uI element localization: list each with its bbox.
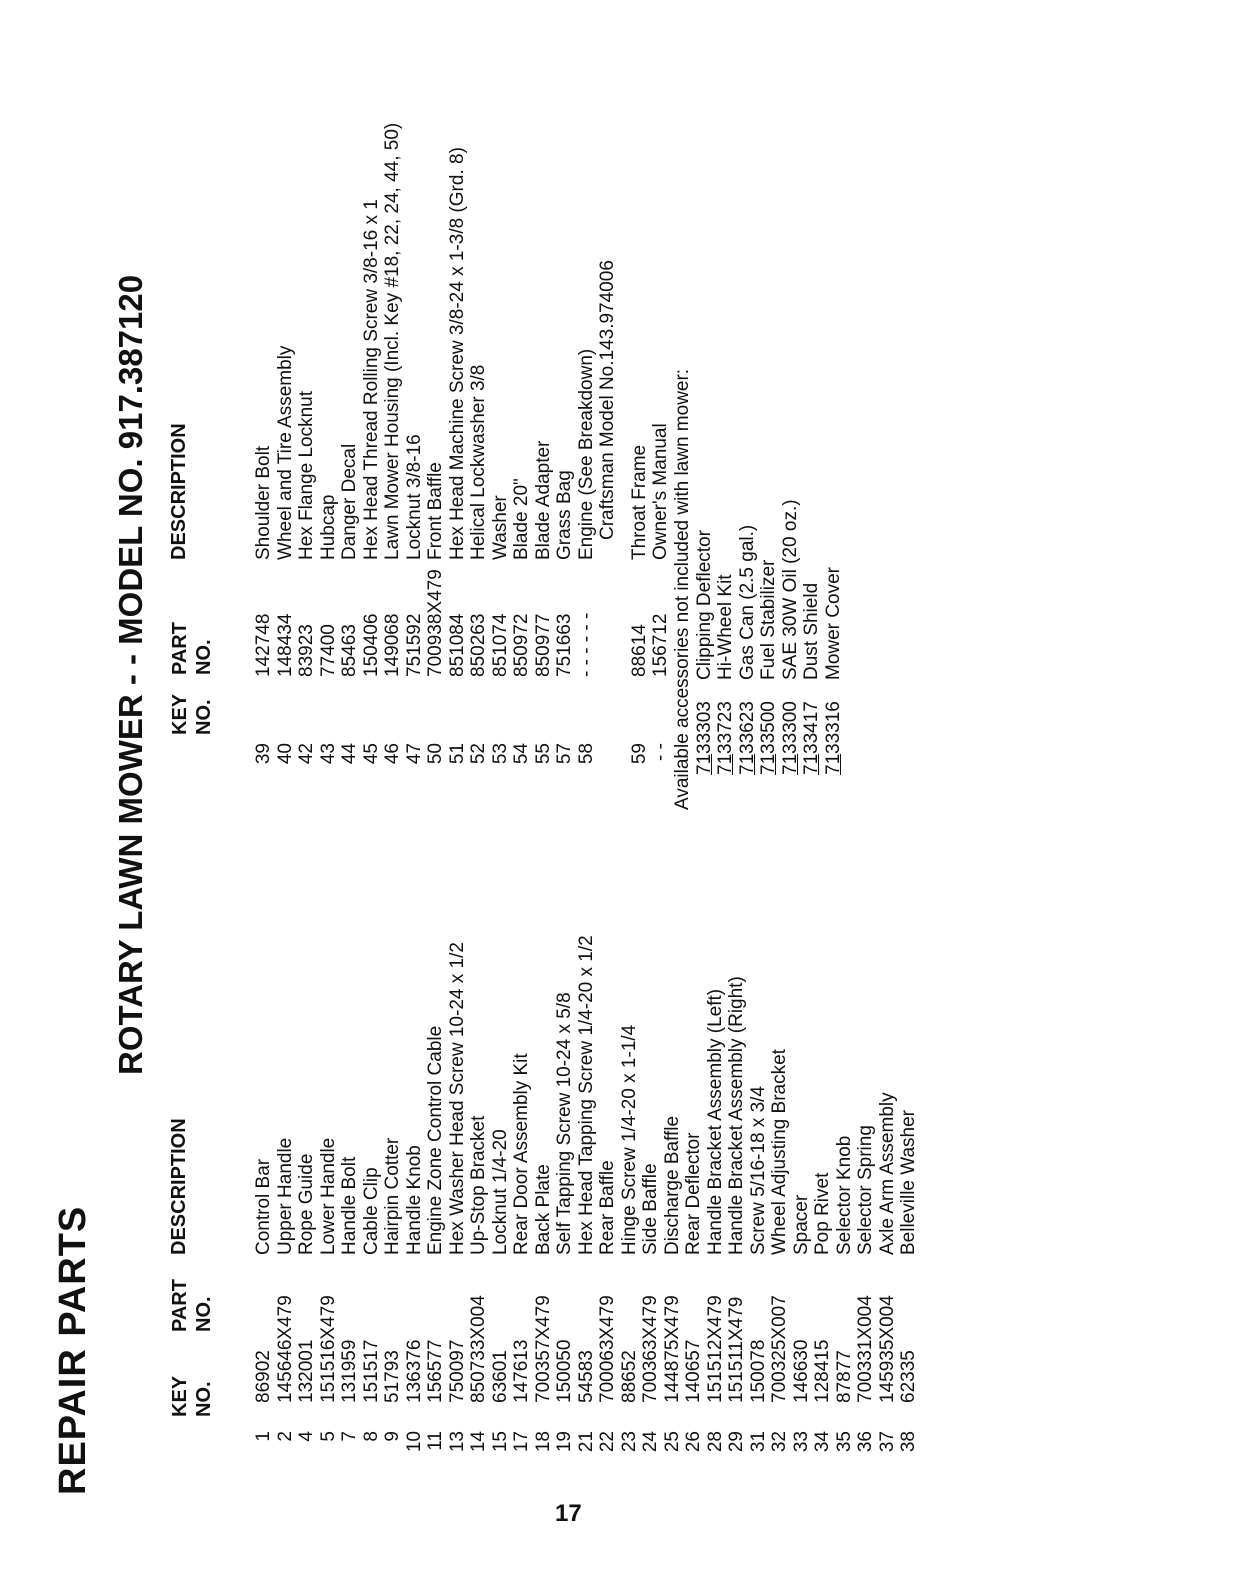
key-number: 36: [855, 1431, 876, 1453]
accessory-description: Hi-Wheel Kit: [715, 574, 736, 680]
accessory-description: Fuel Stabilizer: [758, 559, 779, 680]
accessory-description: Clipping Deflector: [693, 530, 715, 680]
key-number: 8: [360, 1431, 382, 1442]
part-number: 150050: [554, 1339, 575, 1403]
part-description: Screw 5/16-18 x 3/4: [747, 1086, 769, 1255]
accessories-list: [694, 369, 845, 810]
right-description-header: DESCRIPTION: [168, 423, 190, 560]
part-description: Blade Adapter: [532, 440, 554, 560]
accessory-part-number: 33623: [736, 701, 758, 754]
part-number: 700938X479: [425, 569, 446, 677]
part-description: Hairpin Cotter: [382, 1137, 403, 1255]
part-number: 85463: [339, 624, 360, 677]
part-description: Side Baffle: [640, 1163, 661, 1255]
part-number: 700325X007: [769, 1295, 790, 1403]
key-number: 52: [468, 743, 489, 765]
part-number: 88652: [618, 1350, 640, 1403]
key-number: 14: [468, 1431, 489, 1453]
key-number: 42: [296, 743, 317, 765]
part-number: 144875X479: [661, 1295, 683, 1403]
part-description: Control Bar: [253, 1158, 274, 1255]
part-description: Engine (See Breakdown): [575, 348, 597, 560]
part-description: Selector Spring: [855, 1125, 876, 1255]
key-number: 54: [511, 743, 532, 765]
accessory-row: [780, 369, 802, 810]
part-number: 150406: [360, 613, 382, 677]
part-number: 88614: [628, 624, 650, 677]
part-number: 156577: [425, 1339, 446, 1403]
key-number: 26: [683, 1431, 704, 1453]
page-number: 17: [555, 1500, 582, 1527]
accessory-prefix: 71: [779, 753, 801, 775]
accessories-section: [672, 369, 844, 810]
part-description: Rear Door Assembly Kit: [511, 1053, 532, 1255]
key-number: 58: [575, 743, 597, 765]
part-description: Up-Stop Bracket: [468, 1115, 489, 1255]
part-number: 850263: [468, 613, 489, 677]
accessory-part-number: 33303: [693, 701, 715, 754]
part-number: 146630: [790, 1339, 812, 1403]
part-number: 700363X479: [640, 1295, 661, 1403]
accessory-prefix: 71: [822, 753, 844, 775]
accessory-description: Dust Shield: [801, 582, 822, 680]
part-description: Rope Guide: [296, 1153, 317, 1255]
accessory-row: [801, 369, 823, 810]
part-description: Wheel Adjusting Bracket: [769, 1049, 790, 1255]
key-number: 2: [274, 1431, 296, 1442]
part-header: PART NO.: [169, 622, 215, 675]
key-number: - -: [650, 743, 671, 761]
part-number: 751663: [554, 613, 575, 677]
part-description: Handle Bolt: [339, 1156, 360, 1255]
key-number: 25: [661, 1431, 683, 1453]
accessory-prefix: 71: [801, 753, 822, 775]
part-number: 136376: [403, 1339, 425, 1403]
key-number: 51: [446, 743, 468, 765]
key-number: 59: [628, 743, 650, 765]
key-number: 4: [296, 1431, 317, 1442]
part-number: 700357X479: [532, 1295, 554, 1403]
part-description: Lawn Mower Housing (Incl. Key #18, 22, 24, 44, 50): [382, 122, 403, 560]
part-description: Rear Baffle: [597, 1160, 618, 1255]
accessory-row: [758, 369, 780, 810]
part-description: Belleville Washer: [898, 1109, 919, 1255]
key-number: 21: [575, 1431, 597, 1453]
part-description: Hex Head Tapping Screw 1/4-20 x 1/2: [575, 935, 597, 1255]
key-number: 23: [618, 1431, 640, 1453]
part-description: Blade 20": [511, 478, 532, 560]
key-number: 22: [597, 1431, 618, 1453]
part-number: 851074: [489, 613, 511, 677]
key-number: 1: [253, 1431, 274, 1442]
part-description: Throat Frame: [628, 444, 650, 560]
part-number: 151512X479: [704, 1295, 726, 1403]
accessory-part-number: 33417: [801, 701, 822, 754]
part-number: 145935X004: [876, 1295, 898, 1403]
accessory-description: SAE 30W Oil (20 oz.): [779, 499, 801, 680]
part-description: Handle Bracket Assembly (Right): [726, 976, 747, 1255]
key-number: 15: [489, 1431, 511, 1453]
part-number: 700063X479: [597, 1295, 618, 1403]
part-number: 850977: [532, 613, 554, 677]
key-number: 10: [403, 1431, 425, 1453]
part-number: 83923: [296, 624, 317, 677]
key-number: 32: [769, 1431, 790, 1453]
part-number: 850733X004: [468, 1295, 489, 1403]
part-description: Selector Knob: [833, 1135, 855, 1255]
accessory-prefix: 71: [758, 753, 779, 775]
part-description: Hex Head Thread Rolling Screw 3/8-16 x 1: [360, 199, 382, 560]
part-number: 131959: [339, 1339, 360, 1403]
part-description: Wheel and Tire Assembly: [274, 345, 296, 560]
part-number: 850972: [511, 613, 532, 677]
part-number: 750097: [446, 1339, 468, 1403]
part-description: Axle Arm Assembly: [876, 1092, 898, 1255]
part-description: Hex Washer Head Screw 10-24 x 1/2: [446, 942, 468, 1255]
key-number: 35: [833, 1431, 855, 1453]
part-description: Pop Rivet: [812, 1172, 833, 1255]
key-number: 37: [876, 1431, 898, 1453]
part-description: Locknut 3/8-16: [403, 434, 425, 560]
accessory-description: Mower Cover: [822, 567, 844, 680]
key-number: 24: [640, 1431, 661, 1453]
key-number: 57: [554, 743, 575, 765]
key-number: 13: [446, 1431, 468, 1453]
part-description: Danger Decal: [339, 443, 360, 560]
part-number: 51793: [382, 1350, 403, 1403]
part-header: PART NO.: [169, 1279, 215, 1332]
key-number: 44: [339, 743, 360, 765]
accessory-prefix: 71: [736, 753, 758, 775]
key-number: 53: [489, 743, 511, 765]
part-number: 62335: [898, 1350, 919, 1403]
part-description: Upper Handle: [274, 1137, 296, 1255]
part-description: Cable Clip: [360, 1167, 382, 1255]
accessory-prefix: 71: [693, 753, 715, 775]
part-number: 150078: [747, 1339, 769, 1403]
part-number: 151517: [360, 1339, 382, 1403]
part-description: Handle Bracket Assembly (Left): [704, 988, 726, 1255]
key-number: 50: [425, 743, 446, 765]
key-number: 55: [532, 743, 554, 765]
key-number: 18: [532, 1431, 554, 1453]
key-number: 47: [403, 743, 425, 765]
part-description: Owner's Manual: [650, 423, 671, 560]
part-number: 54583: [575, 1350, 597, 1403]
part-description: Shoulder Bolt: [253, 445, 274, 560]
part-description: Front Baffle: [425, 462, 446, 560]
part-description: Discharge Baffle: [661, 1115, 683, 1255]
accessory-row: [823, 369, 845, 810]
key-number: 7: [339, 1431, 360, 1442]
part-number: 77400: [317, 624, 339, 677]
key-number: 29: [726, 1431, 747, 1453]
model-title: ROTARY LAWN MOWER - - MODEL NO. 917.387120: [112, 274, 149, 1075]
part-number: 156712: [650, 613, 671, 677]
part-description: Self Tapping Screw 10-24 x 5/8: [554, 992, 575, 1255]
key-number: 38: [898, 1431, 919, 1453]
part-number: 151511X479: [726, 1296, 747, 1403]
part-description: Hinge Screw 1/4-20 x 1-1/4: [618, 1024, 640, 1255]
part-number: 145646X479: [274, 1295, 296, 1403]
key-number: 31: [747, 1431, 769, 1453]
accessory-part-number: 33723: [715, 701, 736, 754]
part-number: 700331X004: [855, 1295, 876, 1403]
part-number: 151516X479: [317, 1295, 339, 1403]
part-description: Handle Knob: [403, 1145, 425, 1255]
accessory-row: [737, 369, 759, 810]
key-number: 5: [317, 1431, 339, 1442]
section-title: REPAIR PARTS: [52, 1205, 94, 1495]
key-number: 46: [382, 743, 403, 765]
part-number: 87877: [833, 1350, 855, 1403]
part-number: 63601: [489, 1350, 511, 1403]
key-header: KEY NO.: [169, 694, 215, 735]
part-number: 851084: [446, 613, 468, 677]
part-description: Rear Deflector: [683, 1132, 704, 1255]
key-number: 45: [360, 743, 382, 765]
key-number: 34: [812, 1431, 833, 1453]
key-number: 11: [425, 1431, 446, 1451]
accessory-part-number: 33500: [758, 701, 779, 754]
accessory-part-number: 33316: [822, 701, 844, 754]
key-number: 28: [704, 1431, 726, 1453]
key-header: KEY NO.: [169, 1376, 215, 1417]
key-number: 9: [382, 1431, 403, 1442]
accessory-row: [715, 369, 737, 810]
left-description-header: DESCRIPTION: [168, 1118, 190, 1255]
part-number: 86902: [253, 1350, 274, 1403]
part-description: Hex Flange Locknut: [296, 391, 317, 560]
part-number: 149068: [382, 613, 403, 677]
part-number: - - - - - -: [575, 612, 597, 677]
part-description: Spacer: [790, 1194, 812, 1255]
part-number: 140657: [683, 1339, 704, 1403]
part-description: Back Plate: [532, 1164, 554, 1255]
part-description: Grass Bag: [554, 470, 575, 560]
key-number: 40: [274, 743, 296, 765]
accessory-description: Gas Can (2.5 gal.): [736, 524, 758, 680]
accessory-row: [694, 369, 716, 810]
part-description: Helical Lockwasher 3/8: [468, 364, 489, 560]
part-description: Locknut 1/4-20: [489, 1129, 511, 1255]
part-description: Engine Zone Control Cable: [425, 1025, 446, 1255]
key-number: 43: [317, 743, 339, 765]
part-number: 148434: [274, 613, 296, 677]
key-number: 33: [790, 1431, 812, 1453]
accessories-heading: Available accessories not included with lawn mower:: [672, 368, 693, 810]
part-number: 128415: [812, 1339, 833, 1403]
accessory-prefix: 71: [715, 753, 736, 775]
key-number: 39: [253, 743, 274, 765]
part-description: Washer: [489, 495, 511, 560]
part-description: Lower Handle: [317, 1137, 339, 1255]
part-number: 132001: [296, 1339, 317, 1403]
part-number: 147613: [511, 1339, 532, 1403]
part-number: 142748: [253, 613, 274, 677]
key-number: 17: [511, 1431, 532, 1453]
part-description: Craftsman Model No.143.974006: [597, 260, 618, 540]
key-number: 19: [554, 1431, 575, 1453]
part-description: Hubcap: [317, 494, 339, 560]
part-description: Hex Head Machine Screw 3/8-24 x 1-3/8 (Grd. 8): [446, 147, 468, 560]
part-number: 751592: [403, 613, 425, 677]
accessory-part-number: 33300: [779, 701, 801, 754]
